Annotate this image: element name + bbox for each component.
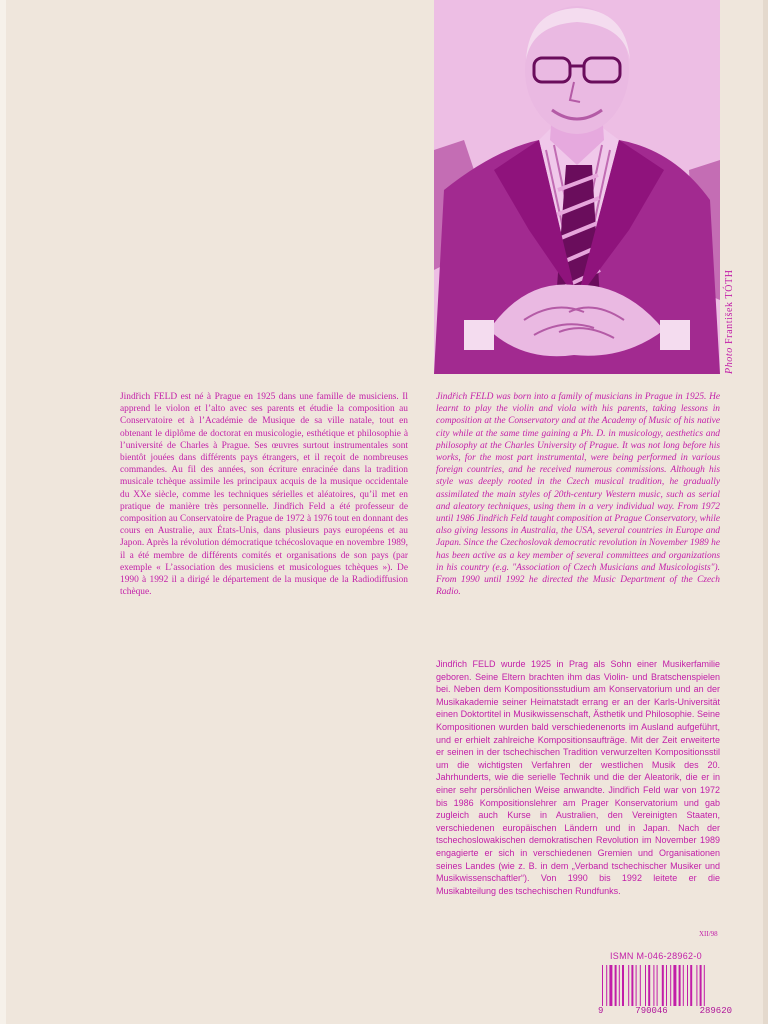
barcode-bar xyxy=(631,965,633,1007)
barcode-bar xyxy=(690,965,692,1007)
ismn-number: ISMN M-046-28962-0 xyxy=(610,951,702,961)
barcode-bar xyxy=(679,965,681,1007)
composer-portrait-photo xyxy=(434,0,720,374)
barcode-bar xyxy=(648,965,650,1007)
barcode-bar xyxy=(687,965,688,1007)
barcode-bar xyxy=(662,965,664,1007)
barcode-digit-left: 790046 xyxy=(635,1006,668,1016)
barcode-digits xyxy=(596,1006,734,1016)
biography-english: Jindřich FELD was born into a family of musicians in Prague in 1925. He learnt to play the violin and viola with his parents, taking lessons in composition at the Conservatory and at the Academy of Music of his native city while at the same time gaining a Ph. D. in musicology, aesthetics and philosophy at the Charles University of Prague. It was not long before his works, for the most part instrumental, were being performed in various foreign countries, and he received numerous commissions. Although his style was deeply rooted in the Czech musical tradition, he gradually assimilated the main styles of 20th-century Western music, such as serial and aleatory techniques, using them in a very individual way. From 1972 until 1986 Jindřich Feld taught composition at Prague Conservatory, while also giving lessons in Australia, the USA, several countries in Europe and Japan. Since the Czechoslovak democratic revolution in November 1989 he has been active as a key member of several committees and organizations in his country (e.g. "Association of Czech Musicians and Musicologists"). From 1990 until 1992 he directed the Music Department of the Czech Radio. xyxy=(436,392,720,598)
barcode-bar xyxy=(704,965,705,1007)
date-code: XII/98 xyxy=(699,930,718,938)
barcode-bar xyxy=(619,965,620,1007)
barcode-bar xyxy=(673,965,676,1007)
barcode-bar xyxy=(657,965,658,1007)
barcode-bar xyxy=(666,965,667,1007)
barcode-bar xyxy=(653,965,654,1007)
barcode-bar xyxy=(645,965,646,1007)
barcode-bar xyxy=(628,965,629,1007)
barcode-bar xyxy=(683,965,684,1007)
photo-credit xyxy=(724,269,735,374)
barcode-bar xyxy=(606,965,607,1007)
barcode-bar xyxy=(602,965,603,1007)
barcode-bar xyxy=(640,965,641,1007)
barcode-bar xyxy=(670,965,671,1007)
barcode-digit-right: 289620 xyxy=(699,1006,732,1016)
barcode-bar xyxy=(700,965,702,1007)
photo-credit-name: František TÓTH xyxy=(724,269,735,344)
barcode-bar xyxy=(622,965,624,1007)
barcode-bar xyxy=(636,965,637,1007)
barcode-bar xyxy=(609,965,612,1007)
barcode-bar xyxy=(696,965,697,1007)
biography-german: Jindřich FELD wurde 1925 in Prag als Sohn einer Musikerfamilie geboren. Seine Eltern brachten ihm das Violin- und Bratschenspielen bei. Neben dem Kompositionsstudium am Konservatorium und an der Musikakademie seiner Heimatstadt errang er an der Karls-Universität einen Doktortitel in Musikwissenschaft, Ästhetik und Philosophie. Seine Kompositionen wurden bald verschiedenenorts im Ausland aufgeführt, und er erhielt zahlreiche Kompositionsaufträge. Mit der Zeit erweiterte er seinen in der tschechischen Tradition verwurzelten Kompositionsstil um die wichtigsten Verfahren der westlichen Musik des 20. Jahrhunderts, wie die serielle Technik und die der Aleatorik, die er in einer sehr persönlichen Weise anwandte. Jindřich Feld war von 1972 bis 1986 Kompositionslehrer am Prager Konservatorium und gab zugleich auch Kurse in Australien, den Vereinigten Staaten, verschiedenen europäischen Ländern und in Japan. Nach der tschechoslowakischen demokratischen Revolution im November 1989 engagierte er sich in verschiedenen Gremien und Organisationen seines Landes (wie z. B. in dem „Verband tschechischer Musiker und Musikwissenschaftler“). Von 1990 bis 1992 leitete er die Musikabteilung des tschechischen Rundfunks. xyxy=(436,659,720,896)
photo-credit-label: Photo xyxy=(724,347,735,374)
biography-french: Jindřich FELD est né à Prague en 1925 dans une famille de musiciens. Il apprend le violon et l’alto avec ses parents et étudie la composition au Conservatoire et à l’Académie de Musique de sa ville natale, tout en obtenant le diplôme de doctorat en musicologie, esthétique et philosophie à l’université de Charles à Prague. Ses œuvres surtout instrumentales sont bientôt jouées dans différents pays étrangers, et il reçoit de nombreuses commandes. Au fil des années, son écriture enracinée dans la tradition musicale tchèque assimile les principaux acquis de la musique occidentale du XXe siècle, comme les techniques sérielles et aléatoires, qu’il met en pratique de manière très personnelle. Jindřich Feld a été professeur de composition au Conservatoire de Prague de 1972 à 1976 tout en donnant des cours en Australie, aux États-Unis, dans plusieurs pays européens et au Japon. Après la révolution démocratique tchécoslovaque en novembre 1989, il a été membre de différents comités et organisations de son pays (par exemple « L’association des musiciens et musicologues tchèques »). De 1990 à 1992 il a dirigé le département de la musique de la Radiodiffusion tchèque. xyxy=(120,392,408,598)
barcode-bar xyxy=(615,965,617,1007)
barcode-digit-prefix: 9 xyxy=(598,1006,604,1016)
